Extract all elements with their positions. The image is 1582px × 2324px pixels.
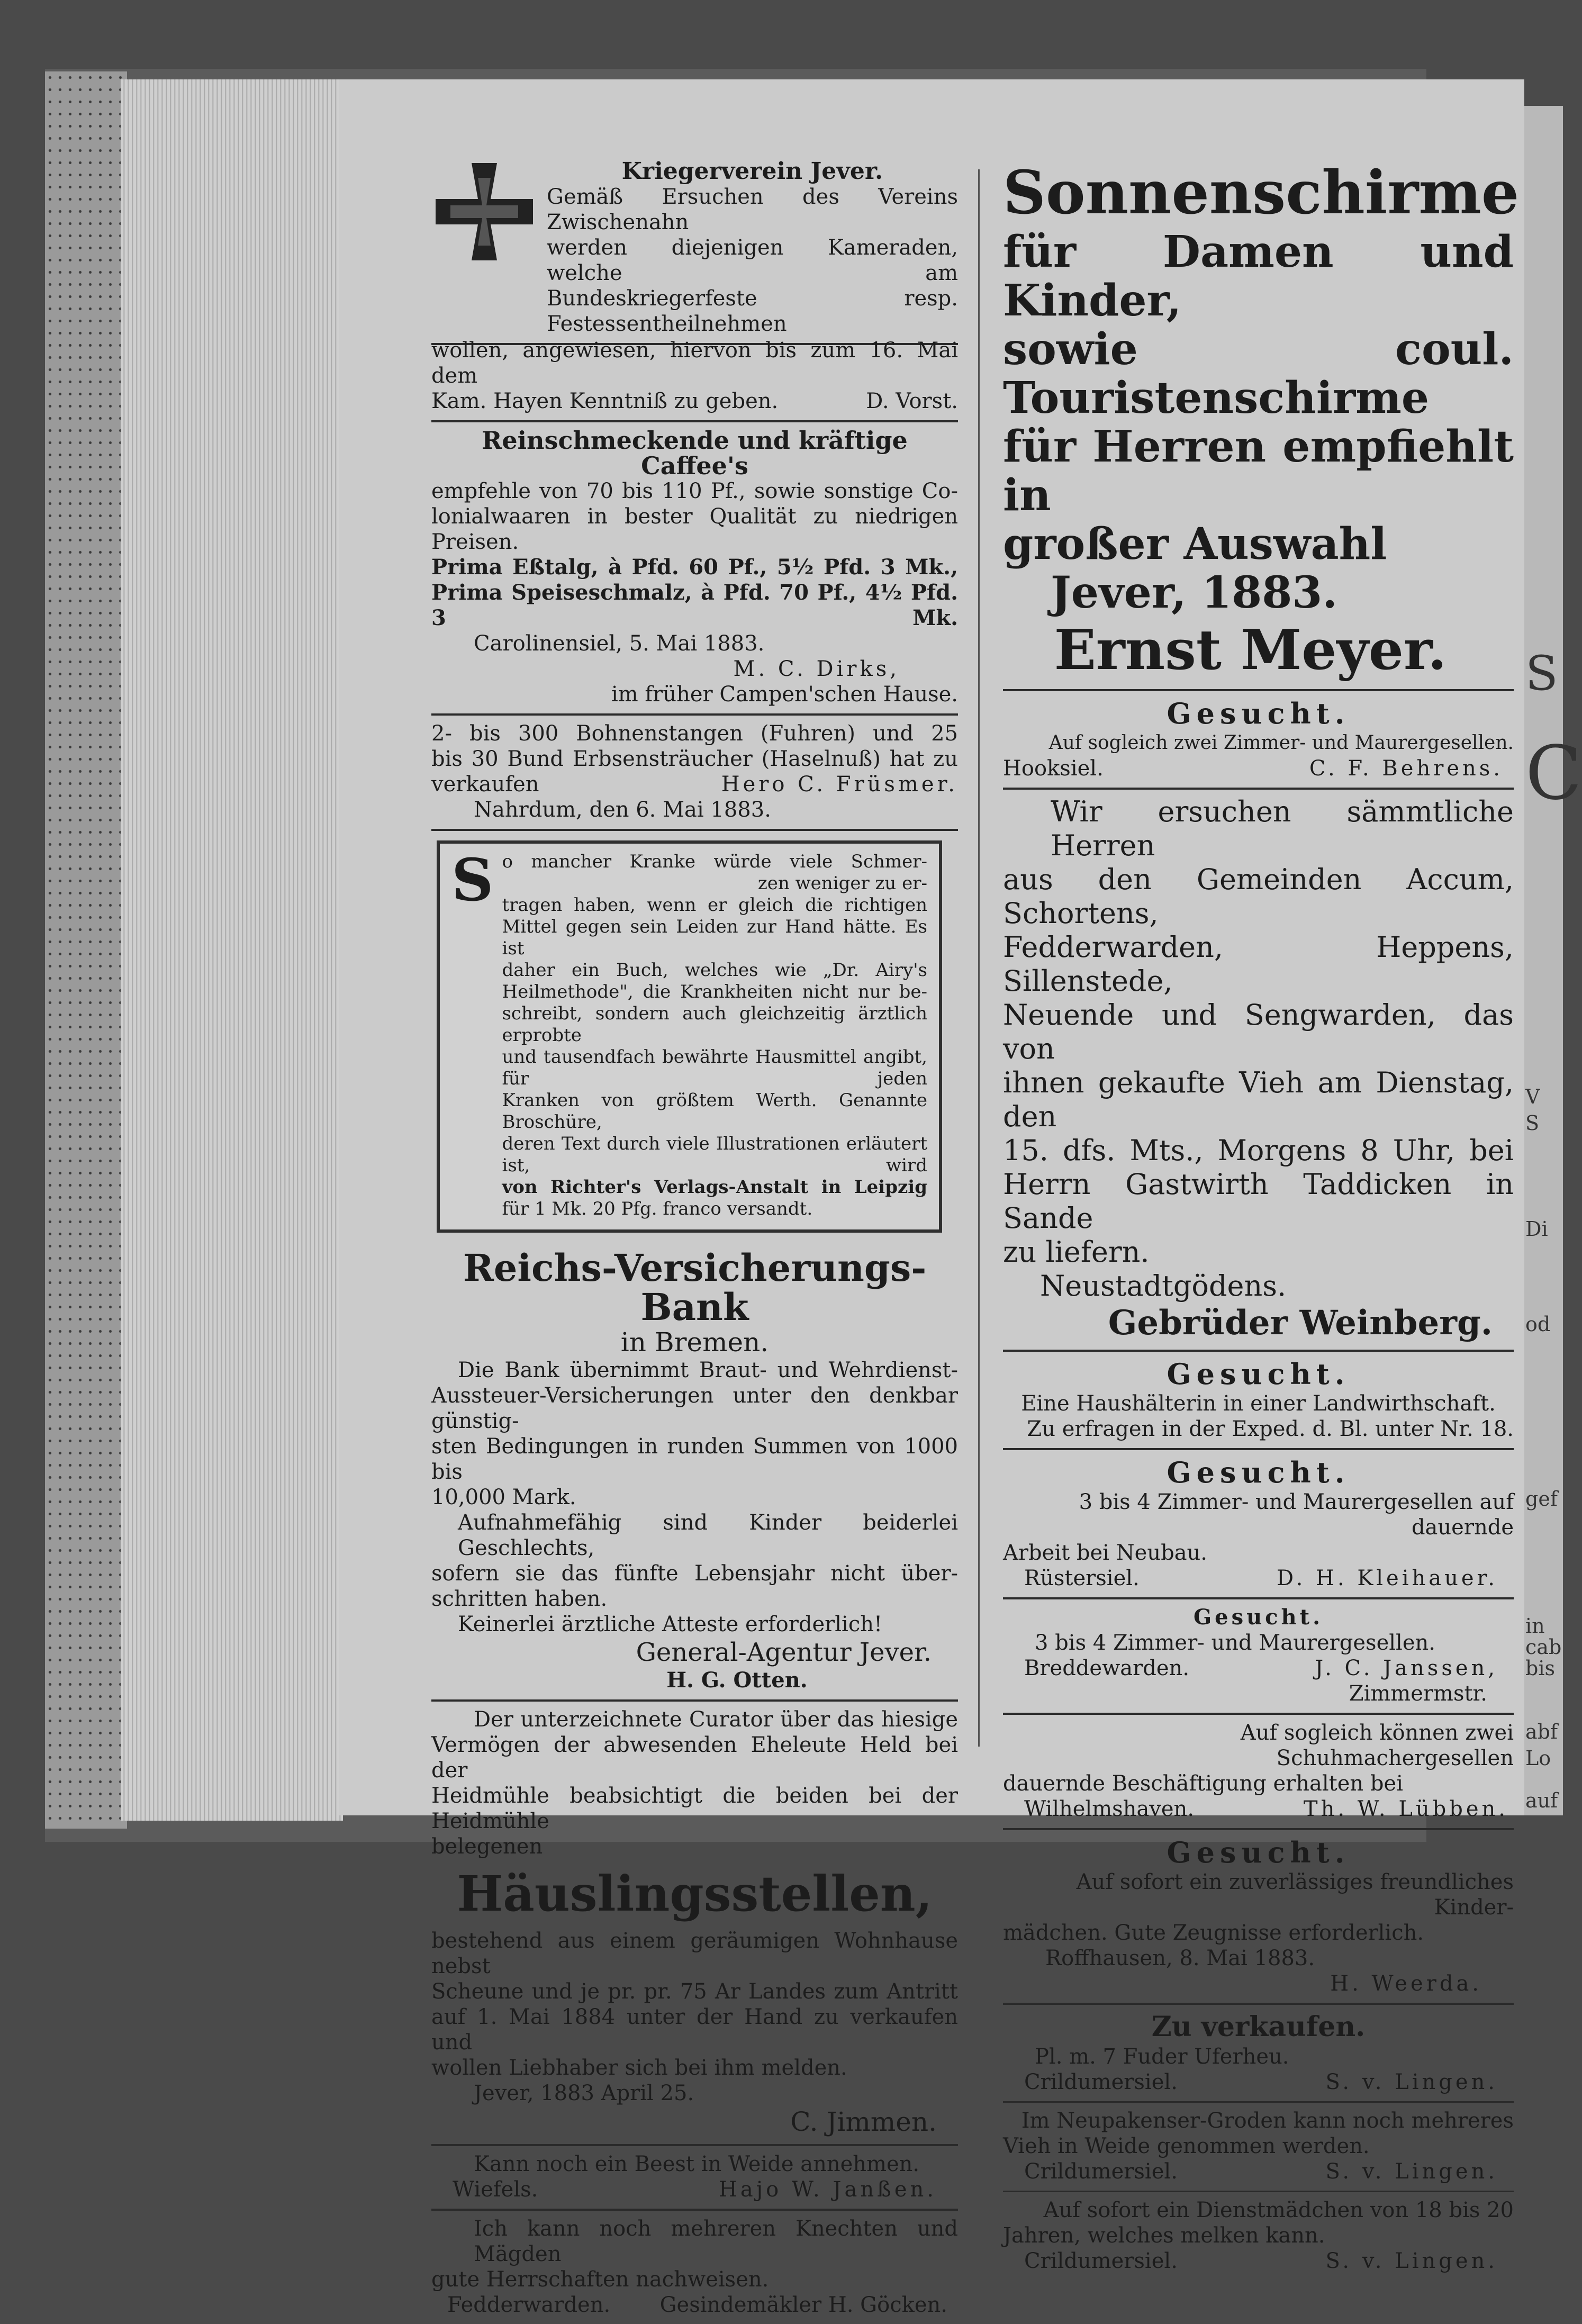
edge-fragment: C — [1525, 730, 1582, 817]
ad-vieh-weide — [1003, 2103, 1514, 2192]
ad-line: Eine Haushälterin in einer Landwirthschaft. — [1021, 1391, 1496, 1416]
ad-place: Crildumersiel. — [1024, 2159, 1178, 2184]
left-column — [431, 153, 958, 2324]
ad-title: Gesucht. — [1167, 1835, 1350, 1869]
ad-place-date: Jever, 1883. — [1051, 567, 1337, 618]
ad-line: bestehend aus einem geräumigen Wohnhause nebst — [431, 1929, 958, 1978]
ad-line: 15. dfs. Mts., Morgens 8 Uhr, bei — [1003, 1134, 1514, 1167]
ad-signature: D. Vorst. — [866, 389, 958, 413]
ad-signature: J. C. Janssen, — [1315, 1656, 1498, 1680]
ad-place-date: Carolinensiel, 5. Mai 1883. — [474, 631, 765, 656]
airy-box — [437, 840, 942, 1233]
ad-knechte — [431, 2211, 958, 2324]
ad-line: Auf sogleich können zwei Schuhmachergesellen — [1240, 1721, 1514, 1770]
ad-place: Hooksiel. — [1003, 756, 1104, 781]
ad-line: 2- bis 300 Bohnenstangen (Fuhren) und 25 — [431, 721, 958, 746]
edge-fragment: S — [1525, 1111, 1540, 1135]
ad-line: für Damen und Kinder, — [1003, 227, 1514, 326]
ad-signature: M. C. Dirks, — [733, 657, 900, 681]
ad-line: wollen, angewiesen, hiervon bis zum 16. Mai dem — [431, 338, 958, 388]
ad-line: Kam. Hayen Kenntniß zu geben. — [431, 389, 779, 413]
ad-title: Reinschmeckende und kräftige Caffee's — [482, 426, 908, 480]
ad-gesucht-weerda — [1003, 1830, 1514, 2005]
ad-line: Prima Eßtalg, à Pfd. 60 Pf., 5½ Pfd. 3 Mk., — [431, 555, 958, 580]
ad-line: Mittel gegen sein Leiden zur Hand hätte. Es ist — [502, 916, 927, 959]
ad-place: Breddewarden. — [1024, 1656, 1190, 1680]
ad-line: dauernde Beschäftigung erhalten bei — [1003, 1771, 1403, 1796]
column-divider — [978, 169, 980, 1747]
ad-line: Vieh in Weide genommen werden. — [1003, 2134, 1370, 2158]
ad-line: auf 1. Mai 1884 unter der Hand zu verkaufen und — [431, 2005, 958, 2055]
ad-line: Zu erfragen in der Exped. d. Bl. unter Nr. 18. — [1027, 1417, 1514, 1441]
ad-line: zu liefern. — [1003, 1235, 1150, 1269]
page-stack — [121, 79, 343, 1821]
ad-line: bis 30 Bund Erbsensträucher (Haselnuß) hat zu — [431, 747, 958, 771]
ad-line: werden diejenigen Kameraden, welche am — [547, 236, 958, 285]
ad-caffee — [431, 422, 958, 716]
ad-line: verkaufen — [431, 772, 539, 797]
ad-line: Aufnahmefähig sind Kinder beiderlei Geschlechts, — [458, 1511, 958, 1560]
ad-bank — [431, 1243, 958, 1702]
ad-airy — [431, 840, 958, 1233]
ad-line: Pl. m. 7 Fuder Uferheu. — [1035, 2045, 1289, 2069]
ad-line: Auf sofort ein Dienstmädchen von 18 bis 20 — [1043, 2198, 1514, 2222]
ad-line: Fedderwarden, Heppens, Sillenstede, — [1003, 930, 1514, 998]
ad-line: für Herren empfiehlt in — [1003, 421, 1514, 521]
ad-title: Gesucht. — [1167, 1357, 1350, 1391]
ad-line: 3 bis 4 Zimmer- und Maurergesellen auf dauernde — [1079, 1490, 1514, 1540]
edge-fragment: V — [1525, 1085, 1540, 1108]
ad-signature: S. v. Lingen. — [1325, 2249, 1498, 2273]
ad-signature: D. H. Kleihauer. — [1276, 1566, 1498, 1590]
ornate-initial: S — [451, 846, 494, 914]
ad-line: schritten haben. — [431, 1587, 608, 1611]
ad-signature: Gesindemäkler H. Göcken. — [659, 2293, 947, 2317]
ad-line: empfehle von 70 bis 110 Pf., sowie sonstige Co- — [431, 479, 958, 503]
ad-line: Die Bank übernimmt Braut- und Wehrdienst- — [458, 1358, 958, 1382]
ad-line: Der unterzeichnete Curator über das hiesige — [474, 1707, 958, 1732]
ad-line: daher ein Buch, welches wie „Dr. Airy's — [502, 960, 927, 981]
ad-title: Gesucht. — [1193, 1605, 1324, 1630]
ad-line: schreibt, sondern auch gleichzeitig ärztlich erprobte — [502, 1003, 927, 1046]
ad-place-date: Jever, 1883 April 25. — [474, 2081, 694, 2105]
ad-signature: Hero C. Früsmer. — [721, 772, 958, 797]
ad-title: Reichs-Versicherungs-Bank — [463, 1246, 927, 1329]
ad-line: sten Bedingungen in runden Summen von 1000 bis — [431, 1434, 958, 1484]
ad-signature: Th. W. Lübben. — [1303, 1797, 1508, 1821]
ad-line: belegenen — [431, 1834, 543, 1859]
ad-kriegerverein-cont — [431, 338, 958, 422]
ad-title: Gesucht. — [1167, 1455, 1350, 1489]
ad-headline: Häuslingsstellen, — [457, 1865, 933, 1922]
right-column — [1003, 153, 1520, 2280]
ad-line: Neuende und Sengwarden, das von — [1003, 998, 1514, 1065]
ad-line: Bundeskriegerfeste resp. Festessentheilnehmen — [547, 286, 958, 336]
ad-signature: Ernst Meyer. — [1054, 617, 1447, 682]
ad-address: im früher Campen'schen Hause. — [611, 682, 958, 707]
ad-place: Neustadtgödens. — [1040, 1269, 1287, 1303]
ad-gesucht-kleihauer — [1003, 1450, 1514, 1599]
ad-kriegerverein — [431, 153, 958, 345]
ad-line: für 1 Mk. 20 Pfg. franco versandt. — [502, 1198, 813, 1219]
ad-place: Wilhelmshaven. — [1024, 1797, 1195, 1821]
iron-cross-icon — [431, 159, 537, 265]
ad-line: Herrn Gastwirth Taddicken in Sande — [1003, 1168, 1514, 1235]
ad-line: aus den Gemeinden Accum, Schortens, — [1003, 863, 1514, 930]
ad-line: Aussteuer-Versicherungen unter den denkbar günstig- — [431, 1383, 958, 1433]
ad-line: Jahren, welches melken kann. — [1003, 2223, 1325, 2248]
edge-fragment: bis — [1525, 1657, 1555, 1680]
ad-line: Scheune und je pr. pr. 75 Ar Landes zum Antritt — [431, 1979, 958, 2004]
ad-signature: C. Jimmen. — [790, 2106, 937, 2137]
ad-place: Rüstersiel. — [1024, 1566, 1140, 1590]
edge-fragment: abf — [1525, 1720, 1558, 1743]
next-page-edge — [1524, 106, 1582, 1815]
ad-line: 10,000 Mark. — [431, 1485, 576, 1509]
ad-signature: Hajo W. Janßen. — [719, 2177, 937, 2202]
ad-line: lonialwaaren in bester Qualität zu niedrigen Preisen. — [431, 504, 958, 554]
edge-fragment: od — [1525, 1313, 1551, 1336]
ad-line: deren Text durch viele Illustrationen erläutert ist, wird — [502, 1133, 927, 1176]
edge-fragment: cab — [1525, 1635, 1562, 1659]
ad-line: und tausendfach bewährte Hausmittel angibt, für jeden — [502, 1046, 927, 1089]
ad-line: Kranken von größtem Werth. Genannte Broschüre, — [502, 1090, 927, 1133]
ad-place: Fedderwarden. — [447, 2293, 611, 2317]
ad-signature: H. Weerda. — [1330, 1972, 1482, 1996]
ad-line: mädchen. Gute Zeugnisse erforderlich. — [1003, 1921, 1424, 1945]
ad-place: Crildumersiel. — [1024, 2249, 1178, 2273]
ad-line: zen weniger zu er- — [757, 873, 927, 894]
ad-dienstmaedchen — [1003, 2192, 1514, 2280]
ad-place-date: Roffhausen, 8. Mai 1883. — [1045, 1946, 1315, 1970]
ad-place-date: Nahrdum, den 6. Mai 1883. — [474, 798, 771, 822]
ad-weinberg — [1003, 790, 1514, 1352]
ad-title: Gesucht. — [1167, 697, 1350, 730]
ad-line: tragen haben, wenn er gleich die richtigen — [502, 894, 927, 916]
ad-line: Kann noch ein Beest in Weide annehmen. — [474, 2152, 920, 2176]
edge-fragment: Di — [1525, 1217, 1548, 1241]
ad-line: Prima Speiseschmalz, à Pfd. 70 Pf., 4½ Pfd. 3 Mk. — [431, 580, 958, 630]
ad-line: Heidmühle beabsichtigt die beiden bei der Heidmühle — [431, 1784, 958, 1833]
ad-signature: S. v. Lingen. — [1325, 2070, 1498, 2094]
ad-signature: S. v. Lingen. — [1325, 2159, 1498, 2184]
ad-note: Keinerlei ärztliche Atteste erforderlich! — [458, 1612, 883, 1636]
ad-line: Im Neupakenser-Groden kann noch mehreres — [1021, 2109, 1514, 2133]
ad-gesucht-behrens — [1003, 691, 1514, 790]
ad-place: Wiefels. — [453, 2177, 538, 2202]
ad-schuhmacher — [1003, 1715, 1514, 1830]
ad-signature: Gebrüder Weinberg. — [1108, 1303, 1493, 1343]
ad-headline: Sonnenschirme — [1003, 158, 1520, 228]
ad-place: Crildumersiel. — [1024, 2070, 1178, 2094]
ad-line: sowie coul. Touristenschirme — [1003, 324, 1514, 423]
ad-line: wollen Liebhaber sich bei ihm melden. — [431, 2056, 847, 2080]
ad-line: Heilmethode", die Krankheiten nicht nur be- — [502, 981, 927, 1002]
ad-subtitle: in Bremen. — [620, 1327, 769, 1358]
ad-line: Auf sogleich zwei Zimmer- und Maurergesellen. — [1048, 732, 1514, 754]
ad-line: ihnen gekaufte Vieh am Dienstag, den — [1003, 1066, 1514, 1133]
ad-agency: General-Agentur Jever. — [636, 1638, 932, 1667]
ad-beest — [431, 2146, 958, 2211]
edge-fragment: in — [1525, 1614, 1545, 1638]
ad-sonnenschirme — [1003, 153, 1520, 691]
ad-title: Zu verkaufen. — [1151, 2011, 1366, 2043]
ad-line: Arbeit bei Neubau. — [1003, 1541, 1208, 1565]
ad-signature: H. G. Otten. — [666, 1668, 808, 1693]
ad-signature: C. F. Behrens. — [1309, 756, 1503, 781]
ad-line: Vermögen der abwesenden Eheleute Held bei der — [431, 1733, 958, 1783]
edge-fragment: auf — [1525, 1789, 1558, 1812]
ad-line: von Richter's Verlags-Anstalt in Leipzig — [502, 1177, 927, 1198]
ad-zu-verkaufen — [1003, 2005, 1514, 2103]
ad-line: o mancher Kranke würde viele Schmer- — [502, 851, 927, 872]
ad-line: sofern sie das fünfte Lebensjahr nicht über- — [431, 1561, 958, 1586]
ad-line: Ich kann noch mehreren Knechten und Mägden — [474, 2217, 958, 2266]
ad-haeuslingsstellen — [431, 1702, 958, 2146]
ad-line: gute Herrschaften nachweisen. — [431, 2267, 769, 2292]
edge-fragment: Lo — [1525, 1747, 1551, 1770]
ad-title: Kriegerverein Jever. — [621, 158, 883, 185]
ad-line: großer Auswahl — [1003, 519, 1387, 569]
ad-line: Auf sofort ein zuverlässiges freundliches Kinder- — [1076, 1870, 1514, 1920]
edge-fragment: gef — [1525, 1487, 1558, 1511]
ad-gesucht-haushaelterin — [1003, 1352, 1514, 1450]
ad-bohnenstangen — [431, 716, 958, 831]
marbled-edge — [45, 71, 127, 1829]
ad-signature-title: Zimmermstr. — [1349, 1681, 1487, 1706]
ad-gesucht-janssen — [1003, 1599, 1514, 1715]
ad-line: Wir ersuchen sämmtliche Herren — [1051, 795, 1514, 862]
ad-line: Gemäß Ersuchen des Vereins Zwischenahn — [547, 185, 958, 234]
ad-line: 3 bis 4 Zimmer- und Maurergesellen. — [1035, 1631, 1435, 1655]
edge-fragment: S — [1525, 646, 1558, 701]
